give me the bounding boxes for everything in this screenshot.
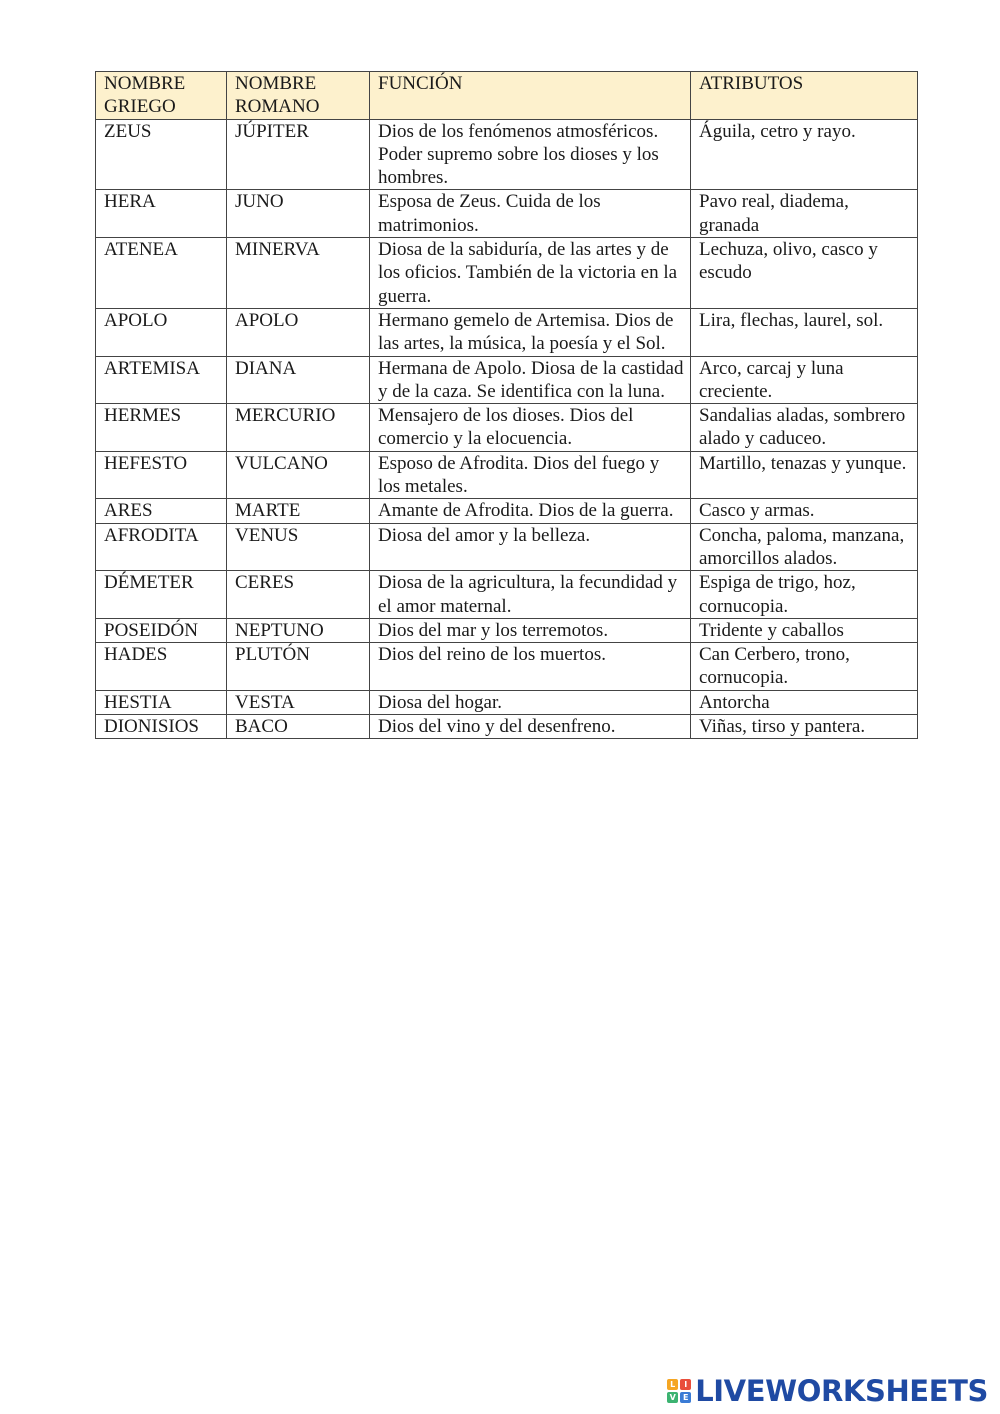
header-roman-name: NOMBRE ROMANO [227, 72, 370, 120]
header-attributes: ATRIBUTOS [691, 72, 918, 120]
table-row [96, 571, 918, 619]
brand-text: LIVEWORKSHEETS [695, 1374, 988, 1408]
cell-greek-name: POSEIDÓN [96, 618, 227, 642]
header-function: FUNCIÓN [370, 72, 691, 120]
logo-square: V [667, 1392, 678, 1403]
cell-attributes: Sandalias aladas, sombrero alado y caduceo. [691, 404, 918, 452]
table-row [96, 356, 918, 404]
cell-attributes: Tridente y caballos [691, 618, 918, 642]
cell-attributes: Águila, cetro y rayo. [691, 119, 918, 190]
cell-attributes: Casco y armas. [691, 499, 918, 523]
cell-function: Amante de Afrodita. Dios de la guerra. [370, 499, 691, 523]
cell-attributes: Antorcha [691, 690, 918, 714]
cell-roman-name: PLUTÓN [227, 643, 370, 691]
cell-roman-name: VULCANO [227, 451, 370, 499]
logo-square: I [680, 1379, 691, 1390]
cell-function: Dios del vino y del desenfreno. [370, 715, 691, 739]
logo-square: L [667, 1379, 678, 1390]
cell-greek-name: ARTEMISA [96, 356, 227, 404]
table-row [96, 715, 918, 739]
cell-greek-name: AFRODITA [96, 523, 227, 571]
cell-greek-name: DIONISIOS [96, 715, 227, 739]
table-row [96, 523, 918, 571]
cell-attributes: Can Cerbero, trono, cornucopia. [691, 643, 918, 691]
cell-function: Diosa de la agricultura, la fecundidad y el amor maternal. [370, 571, 691, 619]
cell-attributes: Lechuza, olivo, casco y escudo [691, 238, 918, 309]
cell-roman-name: MERCURIO [227, 404, 370, 452]
liveworksheets-logo [667, 1374, 988, 1408]
cell-attributes: Lira, flechas, laurel, sol. [691, 308, 918, 356]
cell-attributes: Concha, paloma, manzana, amorcillos alados. [691, 523, 918, 571]
cell-attributes: Espiga de trigo, hoz, cornucopia. [691, 571, 918, 619]
logo-mark-icon [667, 1379, 691, 1403]
cell-greek-name: HEFESTO [96, 451, 227, 499]
gods-table [95, 71, 918, 739]
cell-greek-name: HESTIA [96, 690, 227, 714]
header-greek-name: NOMBRE GRIEGO [96, 72, 227, 120]
table-row [96, 119, 918, 190]
cell-roman-name: APOLO [227, 308, 370, 356]
cell-function: Dios del reino de los muertos. [370, 643, 691, 691]
table-row [96, 499, 918, 523]
cell-function: Esposa de Zeus. Cuida de los matrimonios. [370, 190, 691, 238]
cell-attributes: Pavo real, diadema, granada [691, 190, 918, 238]
table-row [96, 308, 918, 356]
cell-function: Mensajero de los dioses. Dios del comercio y la elocuencia. [370, 404, 691, 452]
cell-function: Hermano gemelo de Artemisa. Dios de las artes, la música, la poesía y el Sol. [370, 308, 691, 356]
cell-greek-name: ATENEA [96, 238, 227, 309]
logo-square: E [680, 1392, 691, 1403]
cell-roman-name: BACO [227, 715, 370, 739]
cell-attributes: Viñas, tirso y pantera. [691, 715, 918, 739]
table-row [96, 190, 918, 238]
table-body [96, 119, 918, 739]
cell-roman-name: DIANA [227, 356, 370, 404]
table-row [96, 618, 918, 642]
cell-function: Diosa del amor y la belleza. [370, 523, 691, 571]
cell-greek-name: APOLO [96, 308, 227, 356]
cell-roman-name: JUNO [227, 190, 370, 238]
table-header [96, 72, 918, 120]
cell-function: Esposo de Afrodita. Dios del fuego y los metales. [370, 451, 691, 499]
cell-greek-name: HERMES [96, 404, 227, 452]
table-row [96, 643, 918, 691]
cell-function: Hermana de Apolo. Diosa de la castidad y de la caza. Se identifica con la luna. [370, 356, 691, 404]
cell-greek-name: ZEUS [96, 119, 227, 190]
cell-roman-name: VESTA [227, 690, 370, 714]
table-row [96, 404, 918, 452]
cell-greek-name: HADES [96, 643, 227, 691]
cell-greek-name: ARES [96, 499, 227, 523]
table-row [96, 690, 918, 714]
cell-roman-name: MARTE [227, 499, 370, 523]
cell-roman-name: JÚPITER [227, 119, 370, 190]
cell-roman-name: VENUS [227, 523, 370, 571]
cell-function: Dios de los fenómenos atmosféricos. Poder supremo sobre los dioses y los hombres. [370, 119, 691, 190]
cell-greek-name: HERA [96, 190, 227, 238]
cell-roman-name: CERES [227, 571, 370, 619]
cell-function: Diosa de la sabiduría, de las artes y de los oficios. También de la victoria en la guerra. [370, 238, 691, 309]
cell-roman-name: NEPTUNO [227, 618, 370, 642]
cell-greek-name: DÉMETER [96, 571, 227, 619]
table-row [96, 238, 918, 309]
cell-function: Diosa del hogar. [370, 690, 691, 714]
table-row [96, 451, 918, 499]
header-row [96, 72, 918, 120]
cell-attributes: Arco, carcaj y luna creciente. [691, 356, 918, 404]
cell-roman-name: MINERVA [227, 238, 370, 309]
cell-attributes: Martillo, tenazas y yunque. [691, 451, 918, 499]
cell-function: Dios del mar y los terremotos. [370, 618, 691, 642]
